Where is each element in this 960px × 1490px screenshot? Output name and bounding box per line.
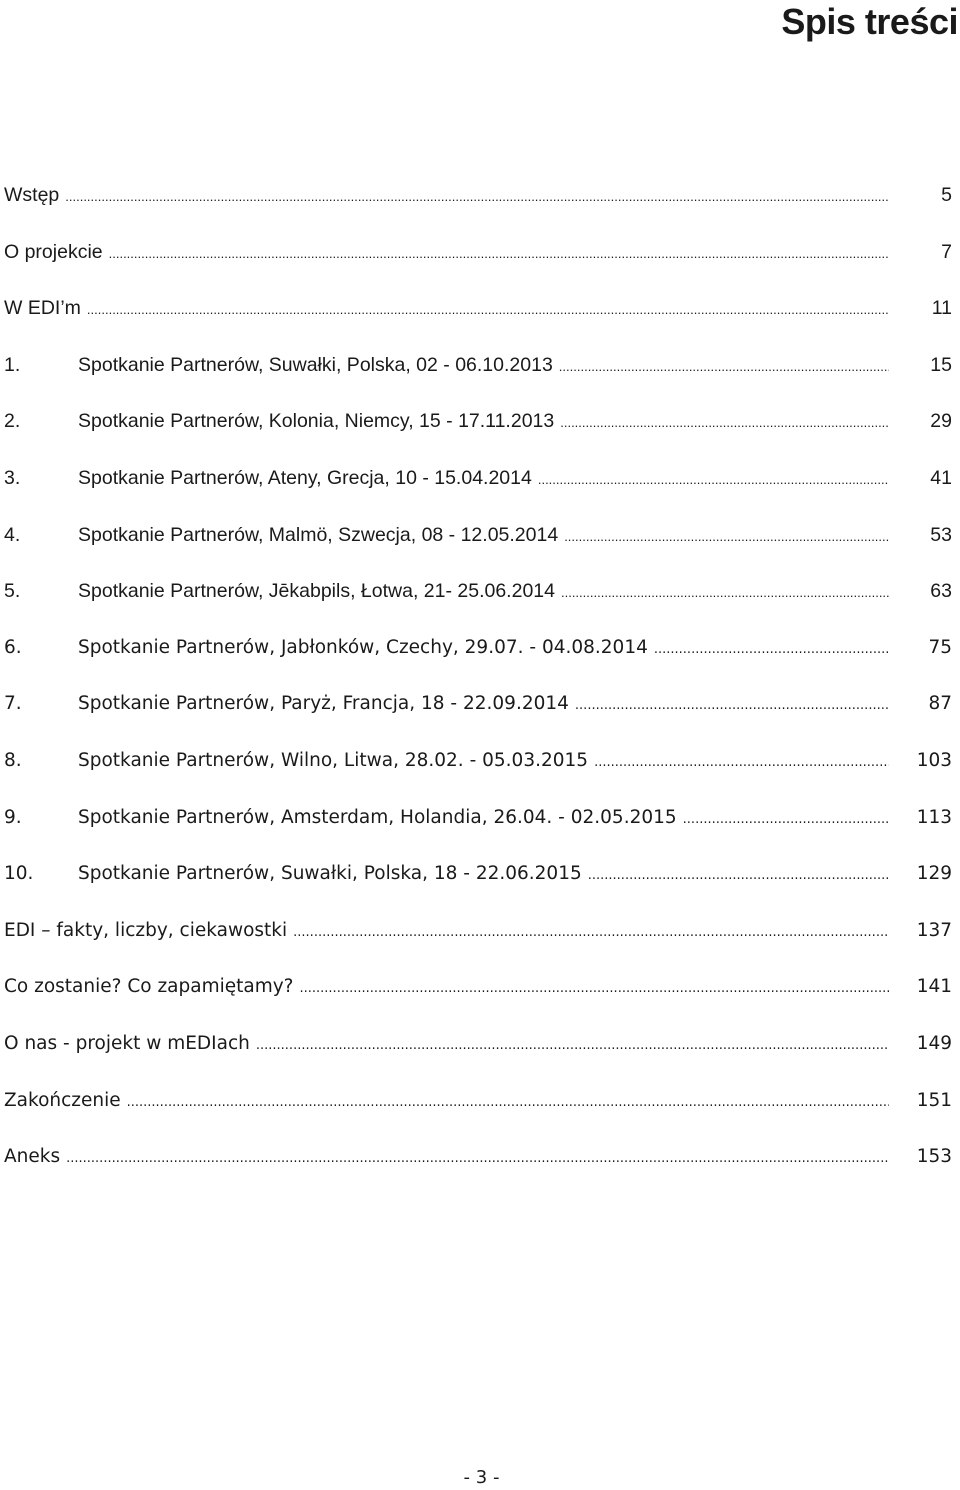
toc-entry-number: 7. <box>4 693 22 715</box>
page-number: - 3 - <box>463 1467 500 1488</box>
toc-entry-page: 75 <box>928 636 952 658</box>
toc-leader-dots <box>109 235 889 273</box>
toc-leader-dots <box>65 178 889 216</box>
toc-entry-edi-fakty[interactable] <box>0 912 960 969</box>
toc-entry-page: 87 <box>928 693 952 715</box>
toc-entry-meeting-9[interactable] <box>0 799 960 856</box>
toc-entry-title: Spotkanie Partnerów, Wilno, Litwa, 28.02. - 05.03.2015 <box>78 749 589 771</box>
toc-entry-title: Co zostanie? Co zapamiętamy? <box>4 976 294 998</box>
toc-entry-title: Spotkanie Partnerów, Jēkabpils, Łotwa, 21- 25.06.2014 <box>78 580 555 603</box>
toc-entry-title: Wstęp <box>4 184 60 206</box>
toc-entry-page: 29 <box>930 410 952 433</box>
toc-entry-page: 11 <box>931 297 952 320</box>
toc-entry-co-zostanie[interactable] <box>0 968 960 1025</box>
toc-entry-number: 8. <box>4 749 22 771</box>
toc-entry-title: Spotkanie Partnerów, Suwałki, Polska, 18 - 22.06.2015 <box>78 863 582 885</box>
page-title: Spis treści <box>781 1 958 42</box>
toc-leader-dots <box>293 914 889 952</box>
toc-entry-number: 1. <box>4 353 21 376</box>
toc-leader-dots <box>575 687 889 725</box>
toc-entry-w-edim[interactable] <box>0 289 960 346</box>
toc-entry-zakonczenie[interactable] <box>0 1082 960 1139</box>
toc-entry-page: 141 <box>916 976 952 998</box>
toc-entry-o-nas[interactable] <box>0 1025 960 1082</box>
toc-entry-title: Spotkanie Partnerów, Jabłonków, Czechy, 29.07. - 04.08.2014 <box>78 636 648 658</box>
toc-entry-page: 63 <box>930 580 952 603</box>
toc-leader-dots <box>561 574 889 612</box>
toc-entry-title: Spotkanie Partnerów, Paryż, Francja, 18 - 22.09.2014 <box>78 693 569 715</box>
toc-leader-dots <box>564 518 889 556</box>
toc-entry-page: 15 <box>930 353 952 376</box>
toc-entry-page: 5 <box>941 184 952 206</box>
toc-entry-number: 4. <box>4 523 21 546</box>
toc-entry-page: 153 <box>916 1146 952 1168</box>
toc-entry-number: 5. <box>4 580 21 603</box>
toc-entry-title: Spotkanie Partnerów, Malmö, Szwecja, 08 - 12.05.2014 <box>78 523 559 546</box>
toc-entry-meeting-8[interactable] <box>0 742 960 799</box>
toc-leader-dots <box>127 1084 889 1122</box>
toc-entry-title: Spotkanie Partnerów, Suwałki, Polska, 02 - 06.10.2013 <box>78 353 553 376</box>
toc-entry-wstep[interactable] <box>0 176 960 233</box>
toc-leader-dots <box>300 970 890 1008</box>
toc-entry-meeting-6[interactable] <box>0 629 960 686</box>
toc-entry-aneks[interactable] <box>0 1138 960 1195</box>
toc-leader-dots <box>538 461 889 499</box>
toc-entry-page: 149 <box>916 1032 952 1054</box>
toc-leader-dots <box>683 801 889 839</box>
toc-leader-dots <box>560 404 889 442</box>
toc-entry-meeting-7[interactable] <box>0 685 960 742</box>
toc-entry-title: O nas - projekt w mEDIach <box>4 1032 250 1054</box>
toc-entry-number: 10. <box>4 863 34 885</box>
toc-entry-meeting-2[interactable] <box>0 402 960 459</box>
toc-entry-page: 129 <box>916 863 952 885</box>
toc-entry-title: EDI – fakty, liczby, ciekawostki <box>4 919 288 941</box>
toc-entry-number: 3. <box>4 466 21 489</box>
toc-entry-meeting-1[interactable] <box>0 346 960 403</box>
toc-leader-dots <box>87 291 889 329</box>
toc-entry-title: Spotkanie Partnerów, Kolonia, Niemcy, 15 - 17.11.2013 <box>78 410 555 433</box>
toc-entry-meeting-5[interactable] <box>0 572 960 629</box>
toc-leader-dots <box>66 1140 889 1178</box>
table-of-contents <box>0 176 960 1195</box>
toc-entry-page: 151 <box>916 1089 952 1111</box>
toc-entry-number: 2. <box>4 410 21 433</box>
toc-entry-title: W EDI’m <box>4 297 81 320</box>
toc-entry-meeting-3[interactable] <box>0 459 960 516</box>
toc-entry-o-projekcie[interactable] <box>0 233 960 290</box>
toc-entry-page: 103 <box>916 749 952 771</box>
toc-entry-title: Aneks <box>4 1146 61 1168</box>
toc-entry-page: 113 <box>916 806 952 828</box>
toc-entry-title: Spotkanie Partnerów, Amsterdam, Holandia, 26.04. - 02.05.2015 <box>78 806 677 828</box>
toc-leader-dots <box>588 857 889 895</box>
toc-leader-dots <box>654 631 889 669</box>
toc-entry-meeting-4[interactable] <box>0 516 960 573</box>
toc-leader-dots <box>256 1027 889 1065</box>
toc-entry-title: Zakończenie <box>4 1089 121 1111</box>
toc-entry-number: 6. <box>4 636 22 658</box>
toc-entry-page: 41 <box>930 466 952 489</box>
toc-entry-title: Spotkanie Partnerów, Ateny, Grecja, 10 - 15.04.2014 <box>78 466 532 489</box>
toc-entry-page: 53 <box>930 523 952 546</box>
toc-leader-dots <box>559 348 889 386</box>
toc-leader-dots <box>594 744 889 782</box>
toc-entry-page: 137 <box>916 919 952 941</box>
toc-entry-number: 9. <box>4 806 22 828</box>
toc-entry-title: O projekcie <box>4 240 103 263</box>
toc-entry-page: 7 <box>941 240 952 263</box>
toc-entry-meeting-10[interactable] <box>0 855 960 912</box>
